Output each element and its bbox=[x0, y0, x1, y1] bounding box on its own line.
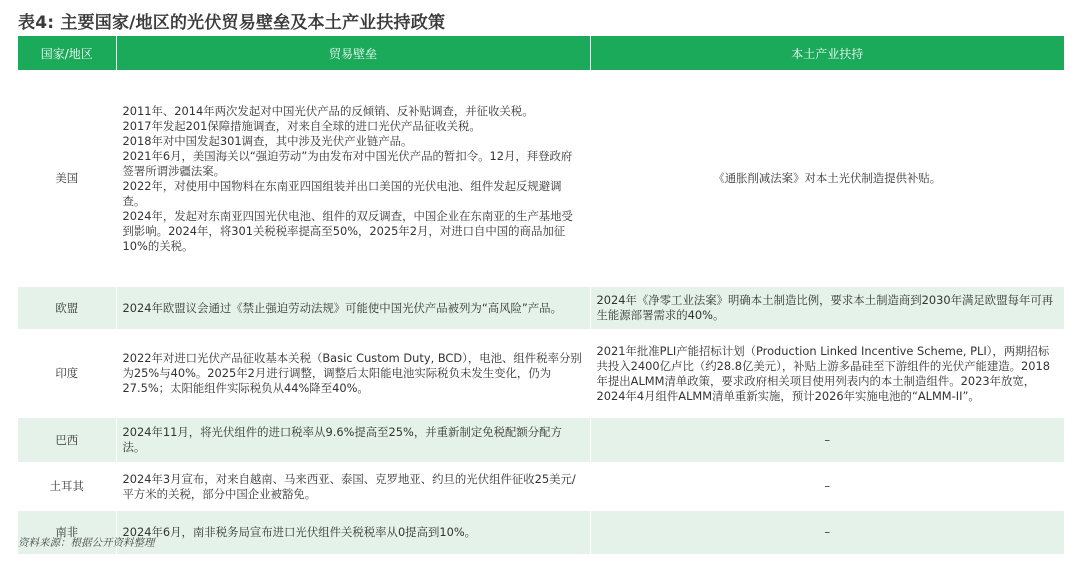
country-cell: 土耳其 bbox=[18, 463, 116, 511]
barrier-cell bbox=[116, 511, 590, 554]
barrier-line: 2024年，发起对东南亚四国光伏电池、组件的双反调查，中国企业在东南亚的生产基地受到影响。2024年，将301关税税率提高至50%，2025年2月，对进口自中国的商品加征10%的关税。 bbox=[122, 208, 573, 253]
table-row bbox=[18, 418, 1064, 463]
barrier-cell bbox=[116, 71, 590, 287]
support-cell: – bbox=[590, 418, 1064, 463]
table-row bbox=[18, 511, 1064, 554]
barrier-line: 2024年6月，南非税务局宣布进口光伏组件关税税率从0提高到10%。 bbox=[122, 524, 477, 539]
header-local-support: 本土产业扶持 bbox=[590, 36, 1064, 71]
barrier-cell bbox=[116, 418, 590, 463]
barrier-cell bbox=[116, 287, 590, 330]
barrier-line: 2018年对中国发起301调查，其中涉及光伏产业链产品。 bbox=[122, 133, 413, 148]
table-row bbox=[18, 330, 1064, 418]
barrier-line: 2021年6月，美国海关以“强迫劳动”为由发布对中国光伏产品的暂扣令。12月，拜登政府签署所谓涉疆法案。 bbox=[122, 148, 573, 178]
header-trade-barrier: 贸易壁垒 bbox=[116, 36, 590, 71]
country-cell: 南非 bbox=[18, 511, 116, 554]
support-cell: 2021年批准PLI产能招标计划（Production Linked Incentive Scheme, PLI），两期招标共投入2400亿卢比（约28.8亿美元），补贴上游多晶硅至下游组件的光伏产能建造。2018年提出ALMM清单政策，要求政府相关项目使用列表内的本土制造组件。2023年放宽，2024年4月组件ALMM清单重新实施，预计2026年实施电池的“ALMM-II”。 bbox=[590, 330, 1064, 418]
table-row bbox=[18, 287, 1064, 330]
support-cell: 2024年《净零工业法案》明确本土制造比例，要求本土制造商到2030年满足欧盟每年可再生能源部署需求的40%。 bbox=[590, 287, 1064, 330]
country-cell: 欧盟 bbox=[18, 287, 116, 330]
barrier-line: 2024年3月宣布，对来自越南、马来西亚、泰国、克罗地亚、约旦的光伏组件征收25美元/平方米的关税，部分中国企业被豁免。 bbox=[122, 471, 576, 501]
header-country: 国家/地区 bbox=[18, 36, 116, 71]
support-cell: – bbox=[590, 511, 1064, 554]
support-cell: – bbox=[590, 463, 1064, 511]
source-note: 资料来源：根据公开资料整理 bbox=[18, 537, 155, 549]
barrier-cell bbox=[116, 330, 590, 418]
barrier-line: 2022年对进口光伏产品征收基本关税（Basic Custom Duty, BCD），电池、组件税率分别为25%与40%。2025年2月进行调整，调整后太阳能电池实际税负未发生变化，仍为27.5%；太阳能组件实际税负从44%降至40%。 bbox=[122, 351, 582, 395]
country-cell: 美国 bbox=[18, 71, 116, 287]
barrier-line: 2022年，对使用中国物料在东南亚四国组装并出口美国的光伏电池、组件发起反规避调查。 bbox=[122, 178, 562, 208]
barrier-line: 2011年、2014年两次发起对中国光伏产品的反倾销、反补贴调查，并征收关税。 bbox=[122, 103, 534, 118]
country-cell: 印度 bbox=[18, 330, 116, 418]
country-cell: 巴西 bbox=[18, 418, 116, 463]
support-cell: 《通胀削减法案》对本土光伏制造提供补贴。 bbox=[590, 71, 1064, 287]
barrier-line: 2024年11月，将光伏组件的进口税率从9.6%提高至25%，并重新制定免税配额分配方法。 bbox=[122, 425, 562, 454]
table-row bbox=[18, 71, 1064, 287]
barrier-line: 2024年欧盟议会通过《禁止强迫劳动法规》可能使中国光伏产品被列为“高风险”产品。 bbox=[122, 300, 562, 315]
trade-barrier-table bbox=[18, 36, 1064, 554]
table-title: 表4: 主要国家/地区的光伏贸易壁垒及本土产业扶持政策 bbox=[18, 13, 446, 33]
table-row bbox=[18, 463, 1064, 511]
barrier-cell bbox=[116, 463, 590, 511]
barrier-line: 2017年发起201保障措施调查，对来自全球的进口光伏产品征收关税。 bbox=[122, 118, 481, 133]
table-header-row bbox=[18, 36, 1064, 71]
